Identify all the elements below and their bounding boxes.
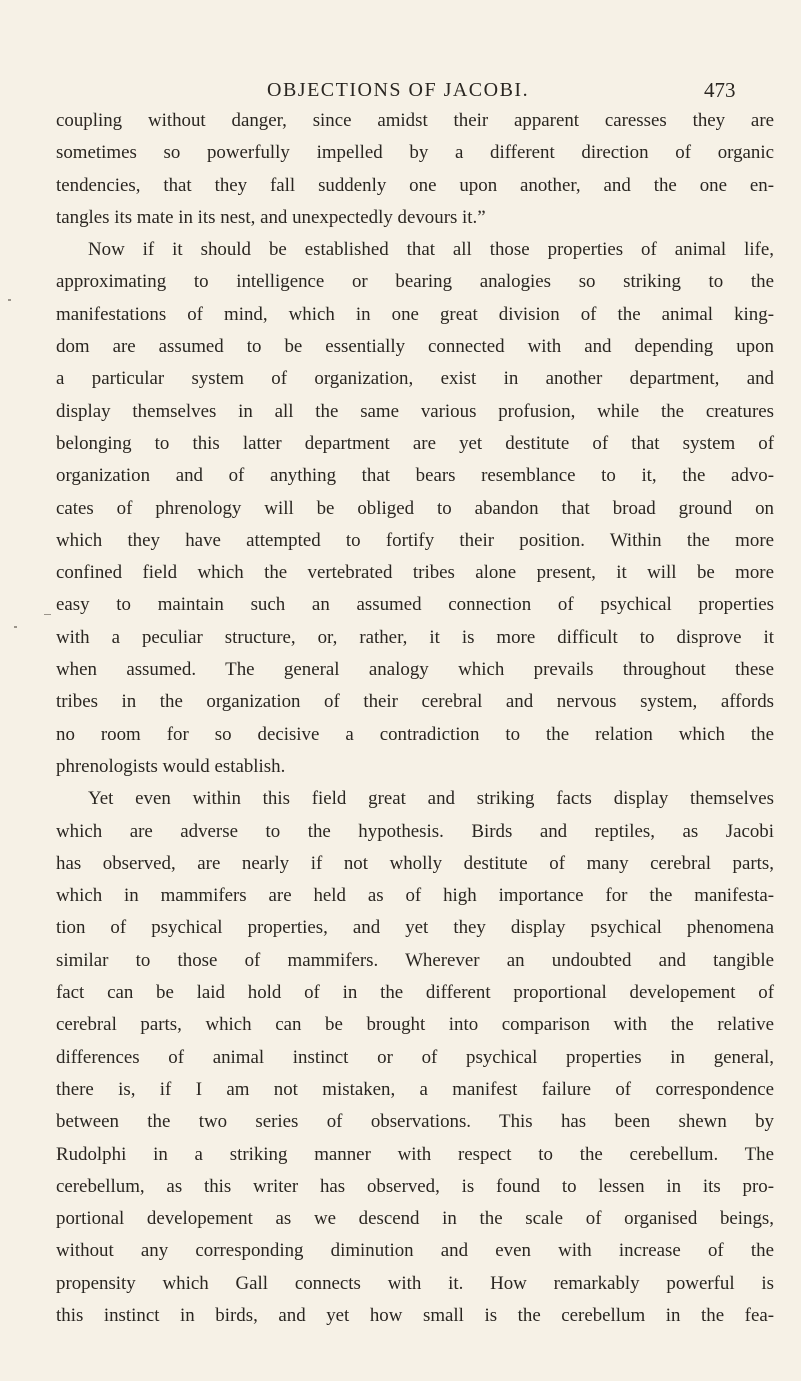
text-line: when assumed. The general analogy which prevails throughout these bbox=[56, 659, 774, 681]
text-line: there is, if I am not mistaken, a manifest failure of correspondence bbox=[56, 1078, 774, 1100]
text-line: cates of phrenology will be obliged to abandon that broad ground on bbox=[56, 497, 774, 519]
text-line: portional developement as we descend in the scale of organised beings, bbox=[56, 1208, 774, 1230]
page-number: 473 bbox=[704, 78, 736, 102]
text-line: with a peculiar structure, or, rather, it is more difficult to disprove it bbox=[56, 626, 774, 648]
text-line: Yet even within this field great and striking facts display themselves bbox=[88, 788, 774, 810]
text-line: belonging to this latter department are yet destitute of that system of bbox=[56, 432, 774, 454]
text-line: Rudolphi in a striking manner with respect to the cerebellum. The bbox=[56, 1143, 774, 1165]
text-line: coupling without danger, since amidst their apparent caresses they are bbox=[56, 110, 774, 131]
running-head bbox=[0, 76, 801, 104]
text-line: confined field which the vertebrated tribes alone present, it will be more bbox=[56, 562, 774, 584]
text-line: tendencies, that they fall suddenly one upon another, and the one en- bbox=[56, 174, 774, 196]
text-line: no room for so decisive a contradiction to the relation which the bbox=[56, 723, 774, 745]
text-line: tangles its mate in its nest, and unexpectedly devours it.” bbox=[56, 206, 486, 228]
text-line: tion of psychical properties, and yet they display psychical phenomena bbox=[56, 917, 774, 939]
text-line: Now if it should be established that all those properties of animal life, bbox=[88, 239, 774, 261]
body-text bbox=[56, 105, 774, 1332]
text-line: cerebellum, as this writer has observed, is found to lessen in its pro- bbox=[56, 1175, 774, 1197]
text-line: fact can be laid hold of in the different proportional developement of bbox=[56, 982, 774, 1004]
text-line: tribes in the organization of their cerebral and nervous system, affords bbox=[56, 691, 774, 713]
text-line: phrenologists would establish. bbox=[56, 755, 286, 777]
text-line: which they have attempted to fortify their position. Within the more bbox=[56, 529, 774, 551]
text-line: this instinct in birds, and yet how small is the cerebellum in the fea- bbox=[56, 1304, 774, 1326]
margin-speck bbox=[8, 299, 11, 301]
text-line: approximating to intelligence or bearing analogies so striking to the bbox=[56, 271, 774, 293]
text-line: which are adverse to the hypothesis. Birds and reptiles, as Jacobi bbox=[56, 820, 774, 842]
text-line: display themselves in all the same various profusion, while the creatures bbox=[56, 400, 774, 422]
text-line: propensity which Gall connects with it. How remarkably powerful is bbox=[56, 1272, 774, 1294]
text-line: similar to those of mammifers. Wherever an undoubted and tangible bbox=[56, 949, 774, 971]
text-line: which in mammifers are held as of high importance for the manifesta- bbox=[56, 885, 774, 907]
text-line: sometimes so powerfully impelled by a different direction of organic bbox=[56, 142, 774, 164]
margin-speck bbox=[14, 626, 17, 628]
text-line: dom are assumed to be essentially connected with and depending upon bbox=[56, 336, 774, 358]
text-line: between the two series of observations. This has been shewn by bbox=[56, 1111, 774, 1133]
margin-speck bbox=[44, 614, 51, 615]
text-line: easy to maintain such an assumed connection of psychical properties bbox=[56, 594, 774, 616]
text-line: cerebral parts, which can be brought into comparison with the relative bbox=[56, 1014, 774, 1036]
text-line: differences of animal instinct or of psychical properties in general, bbox=[56, 1046, 774, 1068]
text-line: organization and of anything that bears resemblance to it, the advo- bbox=[56, 465, 774, 487]
text-line: a particular system of organization, exist in another department, and bbox=[56, 368, 774, 390]
text-line: has observed, are nearly if not wholly destitute of many cerebral parts, bbox=[56, 852, 774, 874]
running-title: OBJECTIONS OF JACOBI. bbox=[267, 79, 530, 101]
text-line: manifestations of mind, which in one great division of the animal king- bbox=[56, 303, 774, 325]
text-line: without any corresponding diminution and even with increase of the bbox=[56, 1240, 774, 1262]
